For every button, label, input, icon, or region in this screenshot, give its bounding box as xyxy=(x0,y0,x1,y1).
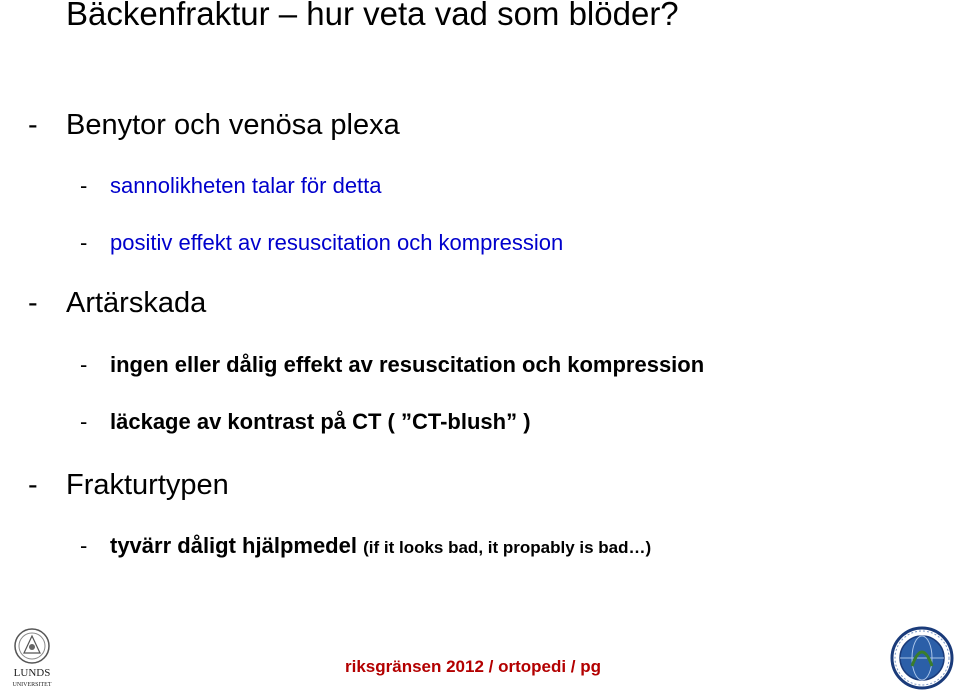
list-item: ingen eller dålig effekt av resuscitation och kompression xyxy=(110,352,705,377)
logo-text-lunds: LUNDS xyxy=(13,667,51,679)
bullet-dash: - xyxy=(80,409,88,434)
list-item-text: tyvärr dåligt hjälpmedel xyxy=(110,533,357,558)
society-emblem-logo xyxy=(888,626,956,690)
list-item xyxy=(110,532,651,562)
bullet-dash: - xyxy=(28,109,38,141)
bullet-dash: - xyxy=(28,469,38,501)
bullet-dash: - xyxy=(80,352,88,377)
list-item: läckage av kontrast på CT ( ”CT-blush” ) xyxy=(110,409,531,434)
lunds-universitet-logo xyxy=(6,626,58,690)
bullet-dash: - xyxy=(80,230,88,255)
list-item: positiv effekt av resuscitation och kompression xyxy=(110,230,564,255)
section-heading-artarskada: Artärskada xyxy=(66,287,207,319)
logo-text-universitet: UNIVERSITET xyxy=(12,682,52,688)
bullet-dash: - xyxy=(28,287,38,319)
bullet-dash: - xyxy=(80,173,88,198)
section-heading-frakturtypen: Frakturtypen xyxy=(66,469,229,501)
slide-title: Bäckenfraktur – hur veta vad som blöder? xyxy=(66,0,679,32)
list-item: sannolikheten talar för detta xyxy=(110,173,382,198)
bullet-dash: - xyxy=(80,533,88,558)
section-heading-benytor: Benytor och venösa plexa xyxy=(66,109,400,141)
list-item-note: (if it looks bad, it propably is bad…) xyxy=(363,538,652,557)
footer-text: riksgränsen 2012 / ortopedi / pg xyxy=(345,657,602,676)
